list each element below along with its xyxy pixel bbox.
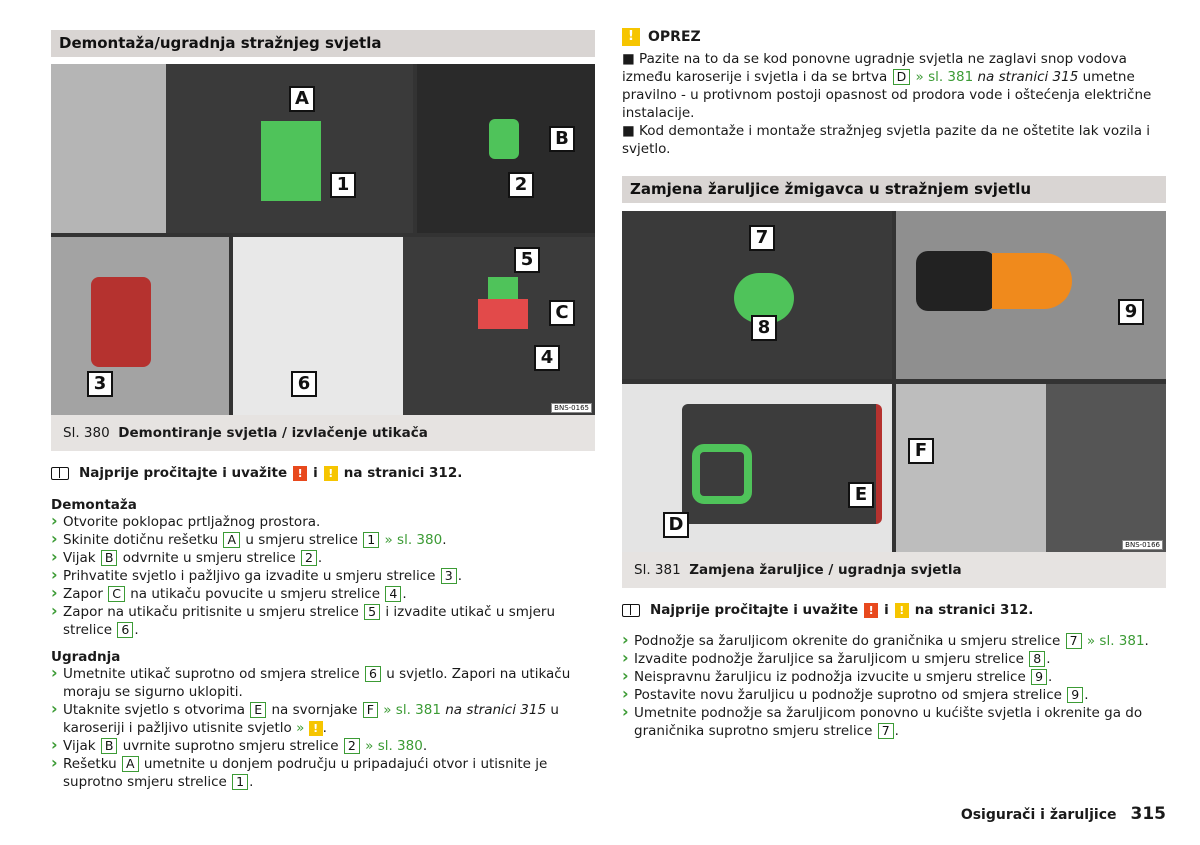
label-7: 7 [749, 225, 775, 251]
figure-380 [51, 64, 595, 415]
label-A: A [289, 86, 315, 112]
caution-link[interactable]: » [296, 720, 305, 736]
page-number: 315 [1130, 804, 1166, 824]
figure-link[interactable]: » sl. 381 [915, 69, 974, 85]
warning-yellow-icon: ! [895, 603, 909, 618]
figure-panel-light-removal [51, 237, 229, 415]
figure-panel-pins [896, 384, 1166, 552]
caption-number: Sl. 380 [63, 425, 110, 441]
book-icon [51, 467, 69, 480]
label-9: 9 [1118, 299, 1144, 325]
dismount-steps [51, 513, 595, 639]
list-item: › Otvorite poklopac prtljažnog prostora. [51, 513, 595, 531]
grille-shape [261, 121, 321, 201]
list-item: › Rešetku A umetnite u donjem području u pripadajući otvor i utisnite je suprotno smjeru strelice 1 . [51, 755, 595, 791]
mount-steps [51, 665, 595, 791]
figure-panel-trunk [51, 64, 413, 233]
right-column [622, 0, 1166, 740]
label-C: C [549, 300, 575, 326]
list-item: › Umetnite podnožje sa žaruljicom ponovno u kućište svjetla i okrenite ga do graničnika suprotno smjeru strelice 7 . [622, 704, 1166, 740]
list-item: › Izvadite podnožje žaruljice sa žaruljicom u smjeru strelice 8 . [622, 650, 1166, 668]
label-3: 3 [87, 371, 113, 397]
page-footer [961, 804, 1166, 824]
figure-link[interactable]: » sl. 380 [384, 532, 443, 548]
label-D: D [663, 512, 689, 538]
warning-yellow-icon: ! [309, 721, 323, 736]
label-2: 2 [508, 172, 534, 198]
figure-caption [51, 415, 595, 451]
label-1: 1 [330, 172, 356, 198]
figure-code: BNS-0166 [1122, 540, 1163, 550]
label-6: 6 [291, 371, 317, 397]
book-icon [622, 604, 640, 617]
caution-text [622, 50, 1166, 158]
read-first-note: Najprije pročitajte i uvažite ! i ! na stranici 312. [51, 465, 595, 481]
warning-red-icon: ! [864, 603, 878, 618]
section-title-bulb: Zamjena žaruljice žmigavca u stražnjem svjetlu [622, 176, 1166, 203]
label-B: B [549, 126, 575, 152]
figure-381 [622, 211, 1166, 552]
label-F: F [908, 438, 934, 464]
label-5: 5 [514, 247, 540, 273]
caution-paragraph: ■ Kod demontaže i montaže stražnjeg svjetla pazite da ne oštetite lak vozila i svjetlo. [622, 123, 1151, 157]
warning-yellow-icon: ! [324, 466, 338, 481]
figure-link[interactable]: » sl. 380 [365, 738, 423, 754]
label-4: 4 [534, 345, 560, 371]
dismount-title: Demontaža [51, 497, 137, 513]
screw-shape [489, 119, 519, 159]
read-first-note: Najprije pročitajte i uvažite ! i ! na stranici 312. [622, 602, 1166, 618]
list-item: › Neispravnu žaruljicu iz podnožja izvucite u smjeru strelice 9 . [622, 668, 1166, 686]
figure-caption [622, 552, 1166, 588]
list-item: › Umetnite utikač suprotno od smjera strelice 6 u svjetlo. Zapori na utikaču moraju se sigurno uklopiti. [51, 665, 595, 701]
figure-panel-light-seal [622, 384, 892, 552]
list-item: › Prihvatite svjetlo i pažljivo ga izvadite u smjeru strelice 3 . [51, 567, 595, 585]
read-first-link[interactable]: na stranici 312. [914, 602, 1034, 618]
label-8: 8 [751, 315, 777, 341]
figure-panel-bulb [896, 211, 1166, 379]
list-item: › Vijak B uvrnite suprotno smjeru strelice 2 » sl. 380. [51, 737, 595, 755]
caption-title: Zamjena žaruljice / ugradnja svjetla [689, 562, 962, 578]
figure-panel-screw [417, 64, 595, 233]
caution-paragraph: ■ Pazite na to da se kod ponovne ugradnje svjetla ne zaglavi snop vodova između karoserije i svjetla i da se brtva D » sl. 381 na stranici 315 umetne pravilno - u protivnom postoji opasnost od prodora vode i oštećenja električne instalacije. [622, 51, 1152, 121]
caption-title: Demontiranje svjetla / izvlačenje utikača [118, 425, 428, 441]
connector-latch-shape [488, 277, 518, 299]
seal-shape [692, 444, 752, 504]
caption-number: Sl. 381 [634, 562, 681, 578]
bulb-steps [622, 632, 1166, 740]
figure-panel-bulb-socket [622, 211, 892, 379]
list-item: › Utaknite svjetlo s otvorima E na svornjake F » sl. 381 na stranici 315 u karoseriji i pažljivo utisnite svjetlo » ! . [51, 701, 595, 737]
section-title-dismount: Demontaža/ugradnja stražnjeg svjetla [51, 30, 595, 57]
list-item: › Vijak B odvrnite u smjeru strelice 2 . [51, 549, 595, 567]
list-item: › Podnožje sa žaruljicom okrenite do graničnika u smjeru strelice 7 » sl. 381. [622, 632, 1166, 650]
list-item: › Skinite dotičnu rešetku A u smjeru strelice 1 » sl. 380. [51, 531, 595, 549]
label-E: E [848, 482, 874, 508]
figure-link[interactable]: » sl. 381 [1086, 633, 1145, 649]
mount-title: Ugradnja [51, 649, 121, 665]
figure-code: BNS-0165 [551, 403, 592, 413]
connector-red-shape [478, 299, 528, 329]
caution-icon: ! [622, 28, 640, 46]
warning-red-icon: ! [293, 466, 307, 481]
list-item: › Zapor na utikaču pritisnite u smjeru strelice 5 i izvadite utikač u smjeru strelice 6 . [51, 603, 595, 639]
caution-title: ! OPREZ [622, 28, 1166, 46]
bulb-shape [992, 253, 1072, 309]
figure-panel-connector [233, 237, 595, 415]
chapter-title: Osigurači i žaruljice [960, 807, 1117, 823]
list-item: › Zapor C na utikaču povucite u smjeru strelice 4 . [51, 585, 595, 603]
list-item: › Postavite novu žaruljicu u podnožje suprotno od smjera strelice 9 . [622, 686, 1166, 704]
left-column [51, 0, 595, 791]
figure-link[interactable]: » sl. 381 [383, 702, 441, 718]
read-first-link[interactable]: na stranici 312. [343, 465, 463, 481]
